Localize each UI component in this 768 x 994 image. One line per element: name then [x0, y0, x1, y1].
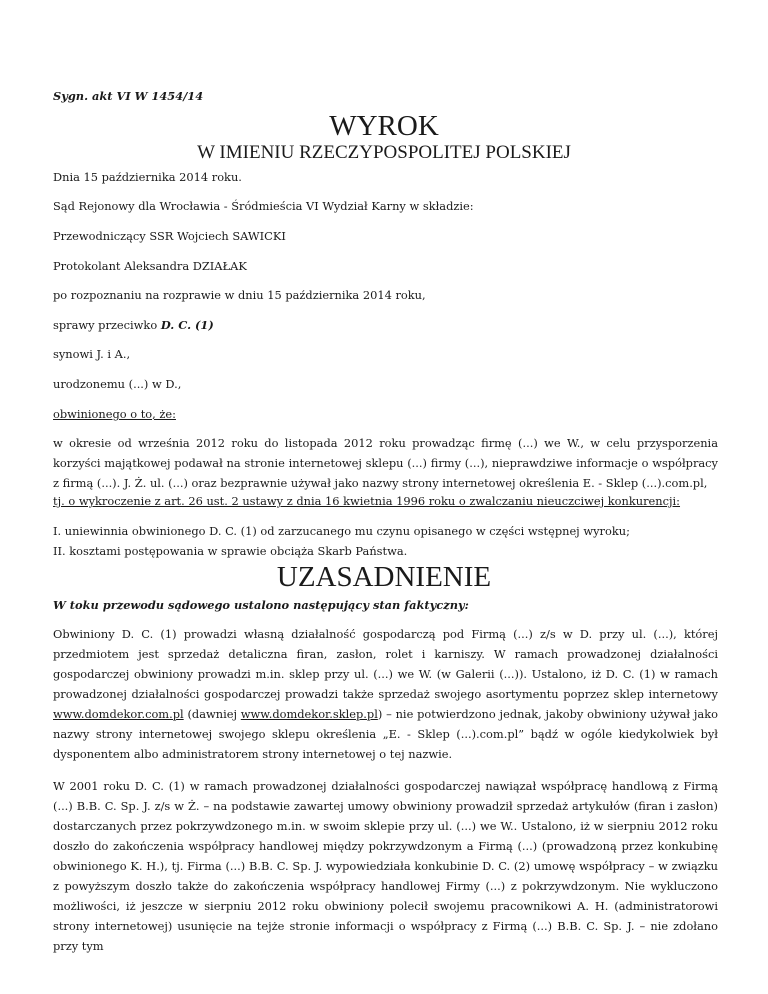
court-line: Sąd Rejonowy dla Wrocławia - Śródmieścia VI Wydział Karny w składzie: — [53, 199, 474, 213]
presiding-line: Przewodniczący SSR Wojciech SAWICKI — [53, 229, 286, 243]
ruling-2: II. kosztami postępowania w sprawie obciąża Skarb Państwa. — [53, 544, 408, 558]
defendant-name: D. C. (1) — [160, 318, 214, 332]
charge-text: w okresie od września 2012 roku do listopada 2012 roku prowadząc firmę (...) we W., w celu przysporzenia korzyści majątkowej podawał na stronie internetowej sklepu (...) firmy (...), nieprawdziwe informacje o współpracy z firmą (...). J. Ż. ul. (...) oraz bezprawnie używał jako nazwy strony internetowej określenia E. - Sklep (...).com.pl, — [53, 436, 718, 490]
justification-title: UZASADNIENIE — [276, 561, 492, 593]
justification-paragraph-1 — [53, 624, 718, 764]
case-against-line — [53, 315, 718, 335]
ruling-1: I. uniewinnia obwinionego D. C. (1) od zarzucanego mu czynu opisanego w części wstępnej wyroku; — [53, 524, 630, 538]
para1-text-c: ) – nie potwierdzono jednak, jakoby obwiniony używał jako nazwy strony internetowej swojego sklepu określenia „E. - Sklep (...).com.pl” bądź w ogóle kiedykolwiek był dysponentem albo administratorem strony internetowej o tej nazwie. — [53, 707, 718, 761]
justification-heading: W toku przewodu sądowego ustalono następujący stan faktyczny: — [53, 598, 469, 612]
clerk-line: Protokolant Aleksandra DZIAŁAK — [53, 259, 247, 273]
charged-line: obwinionego o to, że: — [53, 407, 176, 421]
hearing-line: po rozpoznaniu na rozprawie w dniu 15 października 2014 roku, — [53, 288, 426, 302]
document-title: WYROK — [329, 110, 439, 142]
born-line: urodzonemu (...) w D., — [53, 377, 182, 391]
para1-text-b: (dawniej — [183, 707, 241, 721]
date-line: Dnia 15 października 2014 roku. — [53, 170, 242, 184]
domdekor-sklep-link[interactable]: www.domdekor.sklep.pl — [240, 707, 378, 721]
legal-basis: tj. o wykroczenie z art. 26 ust. 2 ustawy z dnia 16 kwietnia 1996 roku o zwalczaniu nieuczciwej konkurencji: — [53, 494, 681, 508]
parents-line: synowi J. i A., — [53, 347, 131, 361]
domdekor-com-link[interactable]: www.domdekor.com.pl — [53, 707, 184, 721]
document-subtitle: W IMIENIU RZECZYPOSPOLITEJ POLSKIEJ — [197, 142, 571, 163]
para1-text-a: Obwiniony D. C. (1) prowadzi własną działalność gospodarczą pod Firmą (...) z/s w D. przy ul. (...), której przedmiotem jest sprzedaż detaliczna firan, zasłon, rolet i karniszy. W ramach prowadzonej działalności gospodarczej obwiniony prowadzi m.in. sklep przy ul. (...) we W. (w Galerii (...)). Ustalono, iż D. C. (1) w ramach prowadzonej działalności gospodarczej prowadzi także sprzedaż swojego asortymentu poprzez sklep internetowy — [53, 627, 718, 701]
justification-paragraph-2: W 2001 roku D. C. (1) w ramach prowadzonej działalności gospodarczej nawiązał współpracę handlową z Firmą (...) B.B. C. Sp. J. z/s w Ż. – na podstawie zawartej umowy obwiniony prowadził sprzedaż artykułów (firan i zasłon) dostarczanych przez pokrzywdzonego m.in. w swoim sklepie przy ul. (...) we W.. Ustalono, iż w sierpniu 2012 roku doszło do zakończenia współpracy handlowej między pokrzywdzonym a Firmą (...) (prowadzoną przez konkubinę obwinionego K. H.), tj. Firma (...) B.B. C. Sp. J. wypowiedziała konkubinie D. C. (2) umowę współpracy – w związku z powyższym doszło także do zakończenia współpracy handlowej Firmy (...) z pokrzywdzonym. Nie wykluczono możliwości, iż jeszcze w sierpniu 2012 roku obwiniony polecił swojemu pracownikowi A. H. (administratorowi strony internetowej) usunięcie na tejże stronie informacji o współpracy z Firmą (...) B.B. C. Sp. J. – nie zdołano przy tym — [53, 779, 718, 953]
case-against-prefix: sprawy przeciwko — [53, 318, 161, 332]
case-signature: Sygn. akt VI W 1454/14 — [53, 89, 204, 103]
